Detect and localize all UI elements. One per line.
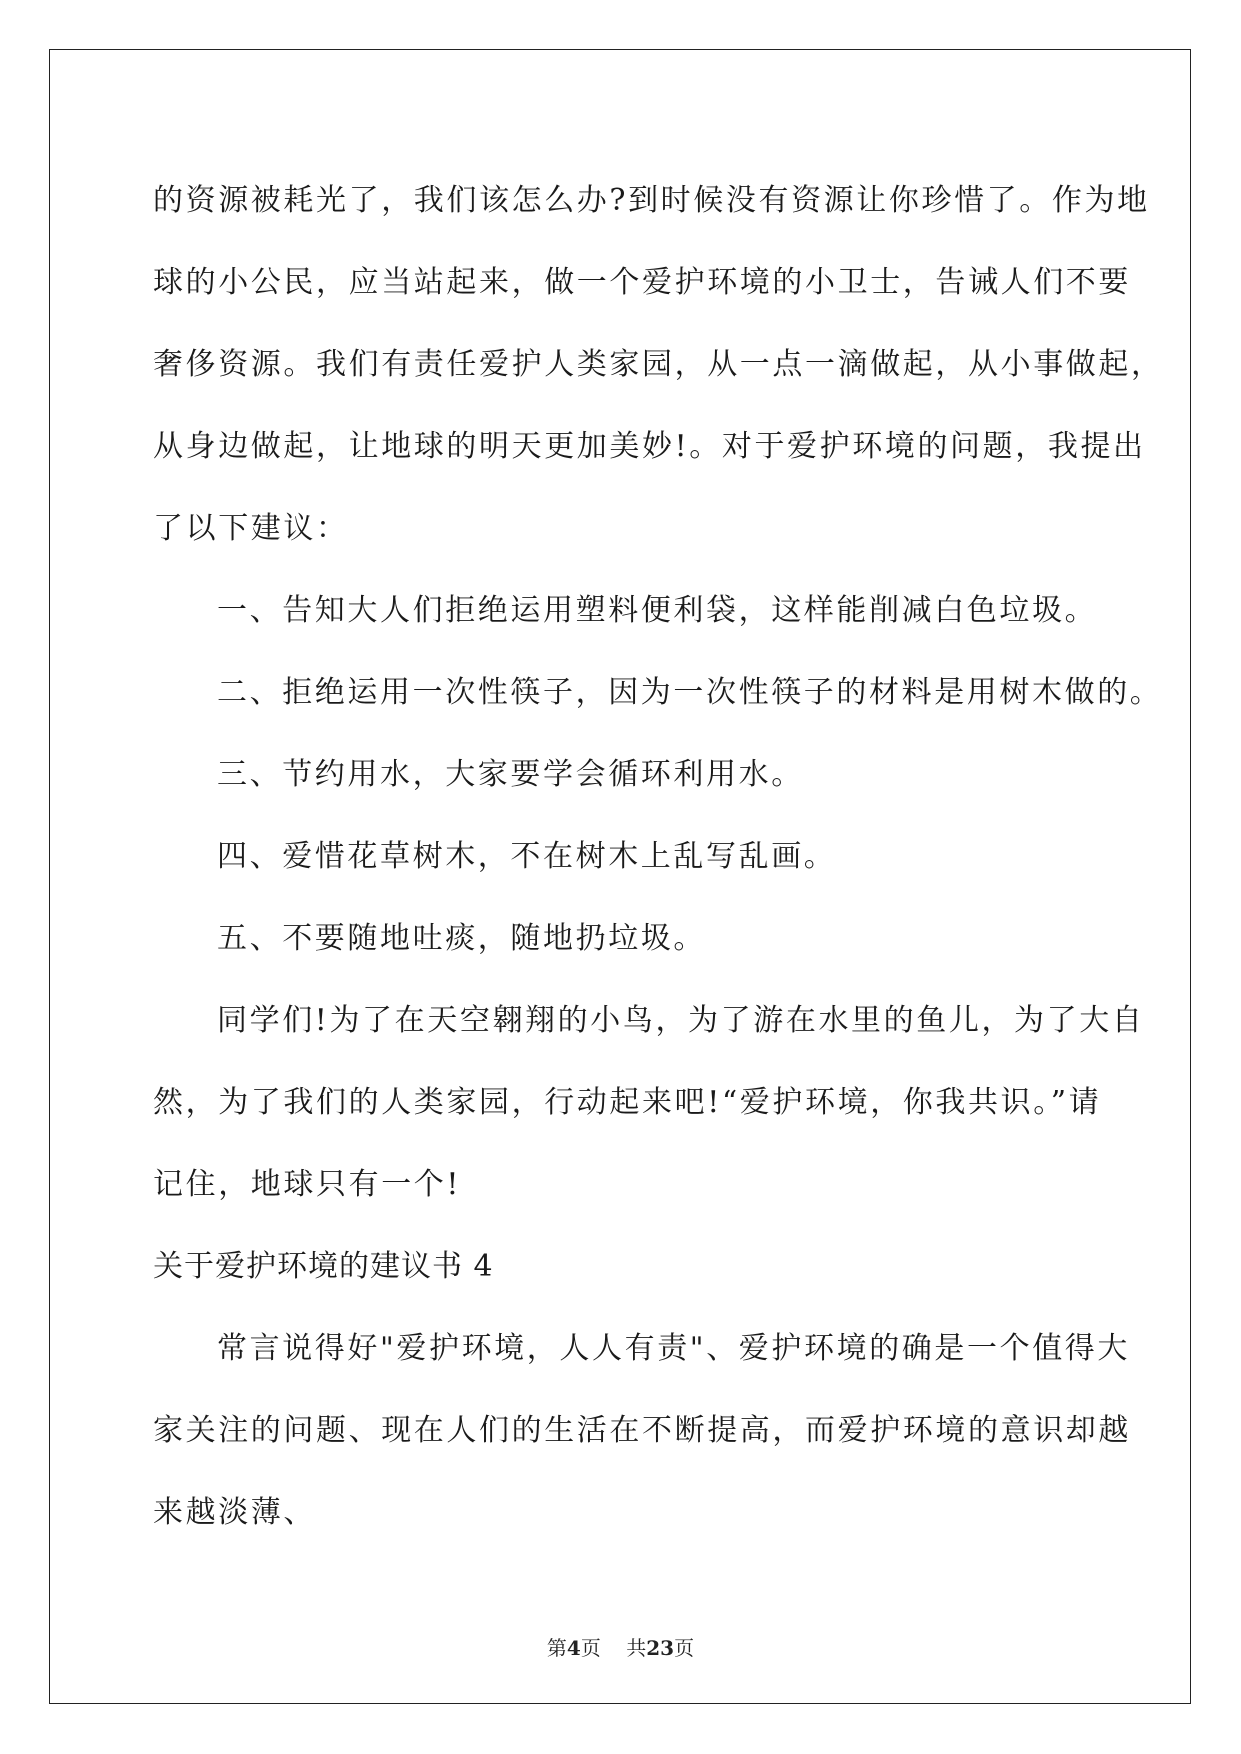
section-heading: 关于爱护环境的建议书 4: [153, 1249, 494, 1284]
page-number: 4: [566, 1636, 581, 1660]
text-line: 了以下建议：: [153, 511, 349, 546]
suggestion-item: 二、拒绝运用一次性筷子，因为一次性筷子的材料是用树木做的。: [217, 675, 1163, 710]
page-suffix: 页: [580, 1636, 601, 1660]
suggestion-item: 三、节约用水，大家要学会循环利用水。: [217, 757, 804, 792]
text-line: 奢侈资源。我们有责任爱护人类家园，从一点一滴做起，从小事做起，: [153, 347, 1164, 382]
text-line: 来越淡薄、: [153, 1495, 316, 1530]
text-line: 然，为了我们的人类家园，行动起来吧!“爱护环境，你我共识。”请: [153, 1085, 1102, 1120]
document-body: [153, 160, 1164, 1554]
text-line: 的资源被耗光了，我们该怎么办?到时候没有资源让你珍惜了。作为地: [153, 183, 1150, 218]
text-line: 记住，地球只有一个!: [153, 1167, 462, 1202]
suggestion-item: 五、不要随地吐痰，随地扔垃圾。: [217, 921, 706, 956]
text-line: 球的小公民，应当站起来，做一个爱护环境的小卫士，告诫人们不要: [153, 265, 1131, 300]
suggestion-item: 一、告知大人们拒绝运用塑料便利袋，这样能削减白色垃圾。: [217, 593, 1098, 628]
text-line: 常言说得好"爱护环境，人人有责"、爱护环境的确是一个值得大: [217, 1331, 1130, 1366]
text-line: 从身边做起，让地球的明天更加美妙!。对于爱护环境的问题，我提出: [153, 429, 1146, 464]
page-prefix: 第: [546, 1636, 567, 1660]
total-suffix: 页: [674, 1636, 695, 1660]
page-footer: [0, 1632, 1241, 1661]
total-pages: 23: [646, 1636, 675, 1660]
text-line: 同学们!为了在天空翱翔的小鸟，为了游在水里的鱼儿，为了大自: [217, 1003, 1145, 1038]
suggestion-item: 四、爱惜花草树木，不在树木上乱写乱画。: [217, 839, 837, 874]
total-prefix: 共: [626, 1636, 647, 1660]
text-line: 家关注的问题、现在人们的生活在不断提高，而爱护环境的意识却越: [153, 1413, 1131, 1448]
